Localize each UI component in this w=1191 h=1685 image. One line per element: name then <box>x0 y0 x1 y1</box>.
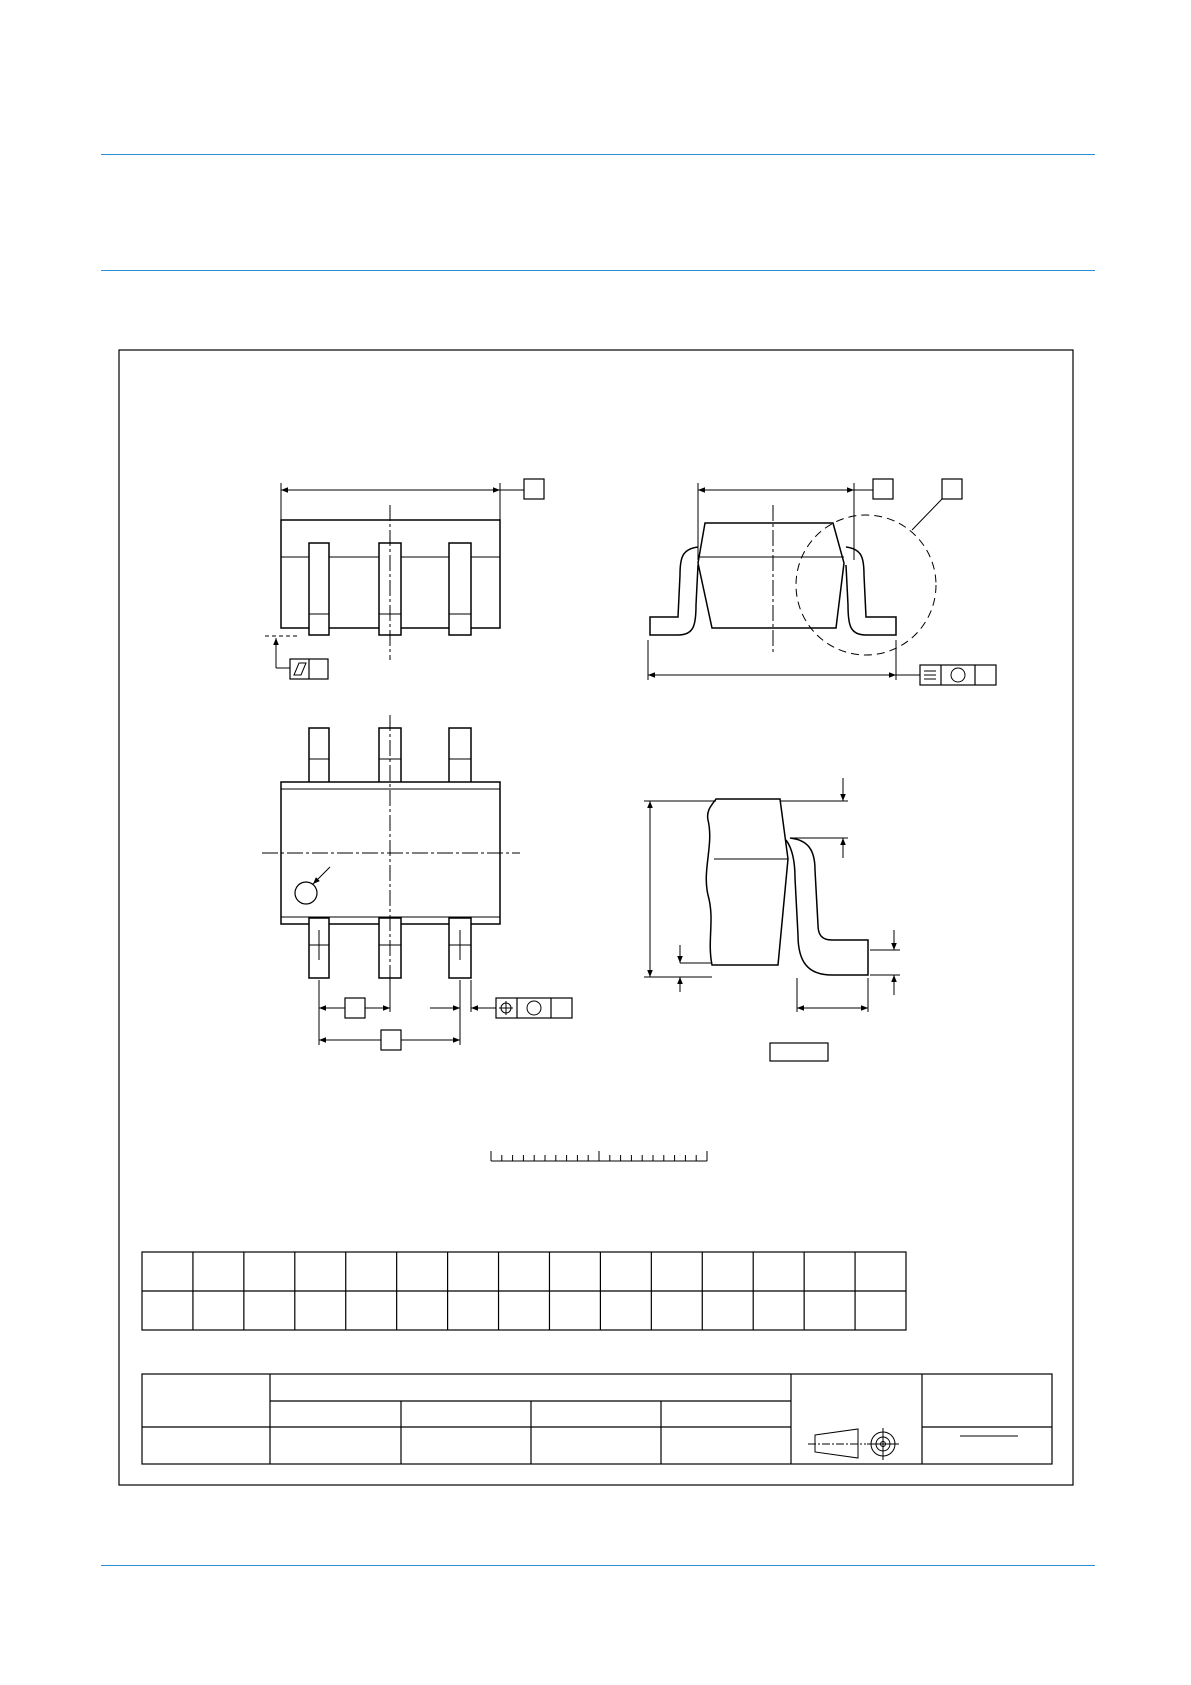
side-view-right <box>648 479 996 685</box>
flatness-icon <box>294 663 306 675</box>
detail-view <box>644 778 900 1061</box>
top-view <box>262 715 572 1050</box>
datum-box <box>873 479 893 499</box>
position-icon <box>499 1001 513 1015</box>
scale-bar <box>491 1151 707 1161</box>
dimension-table <box>142 1252 906 1330</box>
side-view-left <box>265 479 544 679</box>
drawing-frame <box>119 350 1073 1485</box>
detail-callout-box <box>942 479 962 499</box>
outline-table <box>142 1374 1052 1464</box>
parallelism-icon <box>924 671 936 679</box>
projection-method-icon <box>808 1428 899 1460</box>
datum-box <box>524 479 544 499</box>
detail-label-box <box>770 1043 828 1061</box>
datum-box <box>345 998 365 1018</box>
datum-box <box>381 1030 401 1050</box>
